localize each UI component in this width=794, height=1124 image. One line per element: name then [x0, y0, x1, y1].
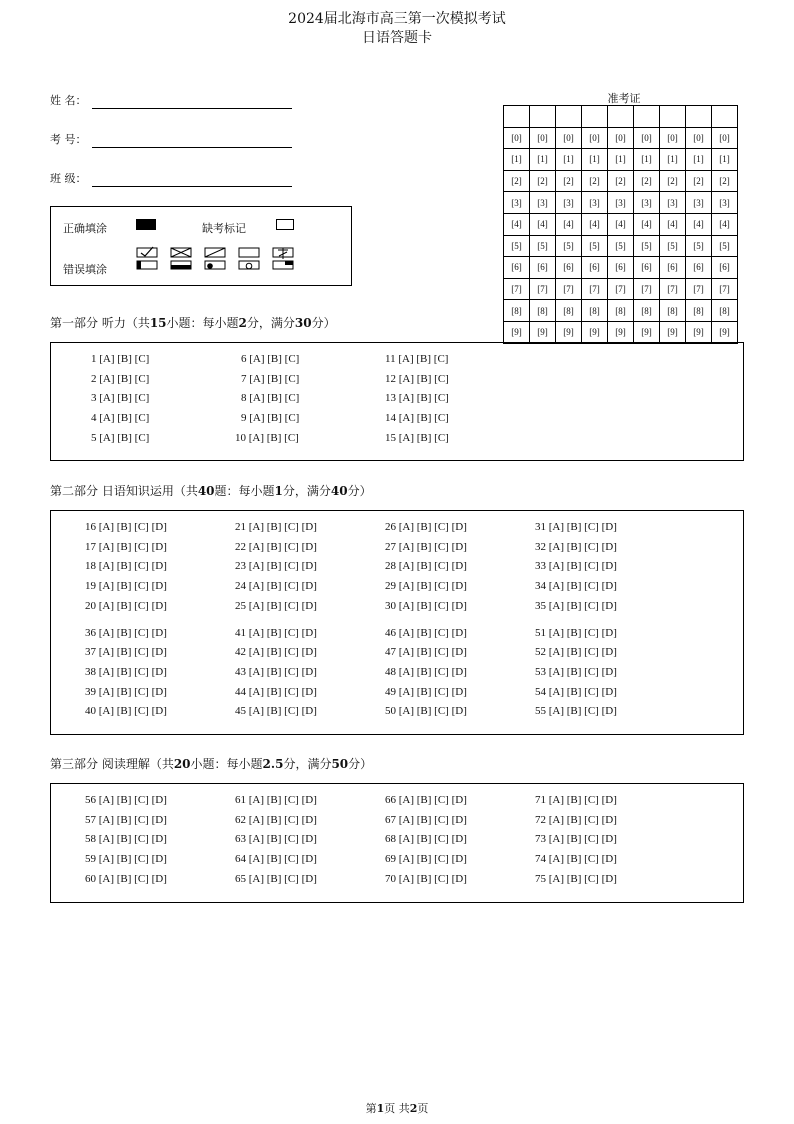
answer-row-56[interactable]: 56 [A] [B] [C] [D] — [85, 794, 167, 806]
admission-digit-bubble[interactable]: [1] — [608, 149, 634, 171]
answer-row-55[interactable]: 55 [A] [B] [C] [D] — [535, 705, 617, 718]
admission-digit-bubble[interactable]: [9] — [504, 321, 530, 343]
answer-row-13[interactable]: 13 [A] [B] [C] — [385, 392, 449, 405]
admission-write-cell[interactable] — [686, 106, 712, 128]
admission-digit-bubble[interactable]: [4] — [504, 213, 530, 235]
admission-digit-bubble[interactable]: [2] — [582, 170, 608, 192]
admission-digit-bubble[interactable]: [2] — [712, 170, 738, 192]
admission-digit-bubble[interactable]: [9] — [582, 321, 608, 343]
wrong-fill-label: 错误填涂 — [63, 263, 107, 276]
admission-digit-bubble[interactable]: [8] — [556, 300, 582, 322]
admission-digit-row — [504, 170, 738, 192]
admission-digit-bubble[interactable]: [6] — [660, 257, 686, 279]
answer-row-22[interactable]: 22 [A] [B] [C] [D] — [235, 540, 317, 553]
admission-digit-bubble[interactable]: [4] — [608, 213, 634, 235]
answer-row-73[interactable]: 73 [A] [B] [C] [D] — [535, 833, 617, 846]
admission-digit-bubble[interactable]: [1] — [686, 149, 712, 171]
section-3-title: 第三部分 阅读理解（共20小题：每小题2.5分，满分50分） — [50, 757, 373, 771]
admission-digit-bubble[interactable]: [1] — [504, 149, 530, 171]
admission-digit-bubble[interactable]: [3] — [712, 192, 738, 214]
answer-row-61[interactable]: 61 [A] [B] [C] [D] — [235, 794, 317, 806]
admission-digit-bubble[interactable]: [6] — [686, 257, 712, 279]
admission-digit-bubble[interactable]: [2] — [556, 170, 582, 192]
answer-row-2[interactable]: 2 [A] [B] [C] — [91, 372, 150, 385]
admission-digit-bubble[interactable]: [6] — [530, 257, 556, 279]
answer-row-32[interactable]: 32 [A] [B] [C] [D] — [535, 540, 617, 553]
answer-row-29[interactable]: 29 [A] [B] [C] [D] — [385, 580, 467, 593]
answer-row-18[interactable]: 18 [A] [B] [C] [D] — [85, 560, 167, 573]
name-label: 姓 名： — [50, 94, 87, 107]
admission-digit-bubble[interactable]: [3] — [530, 192, 556, 214]
admission-digit-bubble[interactable]: [6] — [556, 257, 582, 279]
answer-row-44[interactable]: 44 [A] [B] [C] [D] — [235, 685, 317, 698]
answer-row-51[interactable]: 51 [A] [B] [C] [D] — [535, 626, 617, 639]
admission-digit-bubble[interactable]: [4] — [530, 213, 556, 235]
admission-digit-bubble[interactable]: [5] — [556, 235, 582, 257]
admission-digit-bubble[interactable]: [2] — [634, 170, 660, 192]
admission-digit-bubble[interactable]: [1] — [556, 149, 582, 171]
missing-mark-box[interactable] — [276, 219, 294, 230]
answer-row-68[interactable]: 68 [A] [B] [C] [D] — [385, 833, 467, 846]
admission-digit-bubble[interactable]: [8] — [634, 300, 660, 322]
answer-row-33[interactable]: 33 [A] [B] [C] [D] — [535, 560, 617, 573]
section-2-answer-box — [50, 510, 744, 735]
admission-digit-bubble[interactable]: [8] — [712, 300, 738, 322]
answer-row-11[interactable]: 11 [A] [B] [C] — [385, 353, 449, 365]
admission-digit-bubble[interactable]: [4] — [660, 213, 686, 235]
admission-digit-bubble[interactable]: [3] — [686, 192, 712, 214]
answer-row-9[interactable]: 9 [A] [B] [C] — [241, 412, 300, 425]
answer-row-17[interactable]: 17 [A] [B] [C] [D] — [85, 540, 167, 553]
admission-digit-row — [504, 192, 738, 214]
section-1-title: 第一部分 听力（共15小题：每小题2分，满分30分） — [50, 316, 336, 330]
admission-digit-row — [504, 213, 738, 235]
answer-row-26[interactable]: 26 [A] [B] [C] [D] — [385, 521, 467, 533]
admission-digit-bubble[interactable]: [7] — [686, 278, 712, 300]
admission-digit-bubble[interactable]: [1] — [634, 149, 660, 171]
answer-row-60[interactable]: 60 [A] [B] [C] [D] — [85, 872, 167, 885]
admission-digit-bubble[interactable]: [9] — [608, 321, 634, 343]
section-2-title: 第二部分 日语知识运用（共40题：每小题1分，满分40分） — [50, 484, 372, 498]
answer-row-50[interactable]: 50 [A] [B] [C] [D] — [385, 705, 467, 718]
admission-digit-row — [504, 300, 738, 322]
answer-row-30[interactable]: 30 [A] [B] [C] [D] — [385, 599, 467, 612]
admission-write-cell[interactable] — [556, 106, 582, 128]
admission-digit-bubble[interactable]: [3] — [660, 192, 686, 214]
admission-write-cell[interactable] — [504, 106, 530, 128]
admission-write-cell[interactable] — [660, 106, 686, 128]
answer-row-39[interactable]: 39 [A] [B] [C] [D] — [85, 685, 167, 698]
answer-row-35[interactable]: 35 [A] [B] [C] [D] — [535, 599, 617, 612]
answer-row-19[interactable]: 19 [A] [B] [C] [D] — [85, 580, 167, 593]
admission-write-cell[interactable] — [608, 106, 634, 128]
answer-row-69[interactable]: 69 [A] [B] [C] [D] — [385, 853, 467, 866]
answer-row-45[interactable]: 45 [A] [B] [C] [D] — [235, 705, 317, 718]
answer-row-52[interactable]: 52 [A] [B] [C] [D] — [535, 646, 617, 659]
admission-digit-bubble[interactable]: [7] — [504, 278, 530, 300]
admission-digit-bubble[interactable]: [6] — [582, 257, 608, 279]
admission-digit-bubble[interactable]: [4] — [686, 213, 712, 235]
admission-digit-bubble[interactable]: [3] — [556, 192, 582, 214]
answer-row-64[interactable]: 64 [A] [B] [C] [D] — [235, 853, 317, 866]
admission-digit-bubble[interactable]: [8] — [582, 300, 608, 322]
answer-row-57[interactable]: 57 [A] [B] [C] [D] — [85, 813, 167, 826]
admission-write-cell[interactable] — [712, 106, 738, 128]
admission-digit-bubble[interactable]: [6] — [608, 257, 634, 279]
name-field[interactable] — [92, 108, 292, 109]
wrong-fill-star-icon — [272, 246, 294, 270]
admission-write-cell[interactable] — [634, 106, 660, 128]
admission-digit-bubble[interactable]: [5] — [530, 235, 556, 257]
admission-digit-bubble[interactable]: [4] — [712, 213, 738, 235]
admission-digit-bubble[interactable]: [4] — [556, 213, 582, 235]
wrong-fill-slash-icon — [204, 246, 226, 270]
section-3-answer-box — [50, 783, 744, 903]
answer-row-20[interactable]: 20 [A] [B] [C] [D] — [85, 599, 167, 612]
answer-row-40[interactable]: 40 [A] [B] [C] [D] — [85, 705, 167, 718]
wrong-fill-cross-icon — [170, 246, 192, 270]
answer-row-4[interactable]: 4 [A] [B] [C] — [91, 412, 150, 425]
admission-digit-bubble[interactable]: [1] — [582, 149, 608, 171]
admission-write-row — [504, 106, 738, 128]
answer-row-5[interactable]: 5 [A] [B] [C] — [91, 431, 150, 444]
answer-row-38[interactable]: 38 [A] [B] [C] [D] — [85, 665, 167, 678]
class-label: 班 级： — [50, 172, 87, 185]
exam-no-field[interactable] — [92, 147, 292, 148]
answer-row-24[interactable]: 24 [A] [B] [C] [D] — [235, 580, 317, 593]
answer-row-34[interactable]: 34 [A] [B] [C] [D] — [535, 580, 617, 593]
answer-row-53[interactable]: 53 [A] [B] [C] [D] — [535, 665, 617, 678]
admission-digit-row — [504, 257, 738, 279]
admission-digit-bubble[interactable]: [5] — [582, 235, 608, 257]
answer-row-66[interactable]: 66 [A] [B] [C] [D] — [385, 794, 467, 806]
answer-row-46[interactable]: 46 [A] [B] [C] [D] — [385, 626, 467, 639]
answer-row-75[interactable]: 75 [A] [B] [C] [D] — [535, 872, 617, 885]
section-1-answer-box — [50, 342, 744, 461]
answer-row-27[interactable]: 27 [A] [B] [C] [D] — [385, 540, 467, 553]
admission-digit-bubble[interactable]: [0] — [686, 127, 712, 149]
admission-digit-bubble[interactable]: [7] — [530, 278, 556, 300]
admission-digit-row — [504, 321, 738, 343]
admission-digit-row — [504, 278, 738, 300]
correct-fill-label: 正确填涂 — [63, 222, 107, 235]
admission-digit-bubble[interactable]: [8] — [530, 300, 556, 322]
admission-number-grid — [503, 105, 738, 344]
answer-row-47[interactable]: 47 [A] [B] [C] [D] — [385, 646, 467, 659]
admission-digit-bubble[interactable]: [0] — [530, 127, 556, 149]
admission-digit-bubble[interactable]: [4] — [634, 213, 660, 235]
answer-row-71[interactable]: 71 [A] [B] [C] [D] — [535, 794, 617, 806]
answer-row-25[interactable]: 25 [A] [B] [C] [D] — [235, 599, 317, 612]
admission-digit-bubble[interactable]: [2] — [660, 170, 686, 192]
wrong-fill-check-icon — [136, 246, 158, 270]
admission-digit-row — [504, 127, 738, 149]
class-field[interactable] — [92, 186, 292, 187]
answer-row-70[interactable]: 70 [A] [B] [C] [D] — [385, 872, 467, 885]
admission-digit-bubble[interactable]: [0] — [634, 127, 660, 149]
answer-row-7[interactable]: 7 [A] [B] [C] — [241, 372, 300, 385]
answer-row-1[interactable]: 1 [A] [B] [C] — [91, 353, 150, 365]
missing-mark-label: 缺考标记 — [202, 222, 246, 235]
admission-digit-bubble[interactable]: [9] — [686, 321, 712, 343]
admission-digit-bubble[interactable]: [9] — [634, 321, 660, 343]
answer-row-31[interactable]: 31 [A] [B] [C] [D] — [535, 521, 617, 533]
admission-digit-bubble[interactable]: [9] — [660, 321, 686, 343]
answer-row-58[interactable]: 58 [A] [B] [C] [D] — [85, 833, 167, 846]
admission-digit-bubble[interactable]: [1] — [660, 149, 686, 171]
admission-digit-bubble[interactable]: [1] — [712, 149, 738, 171]
admission-digit-bubble[interactable]: [5] — [504, 235, 530, 257]
admission-digit-bubble[interactable]: [5] — [686, 235, 712, 257]
admission-digit-bubble[interactable]: [6] — [504, 257, 530, 279]
admission-digit-bubble[interactable]: [2] — [504, 170, 530, 192]
admission-digit-bubble[interactable]: [7] — [712, 278, 738, 300]
admission-digit-bubble[interactable]: [3] — [582, 192, 608, 214]
answer-row-8[interactable]: 8 [A] [B] [C] — [241, 392, 300, 405]
admission-digit-bubble[interactable]: [7] — [582, 278, 608, 300]
answer-row-62[interactable]: 62 [A] [B] [C] [D] — [235, 813, 317, 826]
admission-digit-row — [504, 235, 738, 257]
admission-digit-row — [504, 149, 738, 171]
admission-digit-bubble[interactable]: [0] — [556, 127, 582, 149]
admission-digit-bubble[interactable]: [5] — [608, 235, 634, 257]
answer-row-14[interactable]: 14 [A] [B] [C] — [385, 412, 449, 425]
answer-row-43[interactable]: 43 [A] [B] [C] [D] — [235, 665, 317, 678]
admission-digit-bubble[interactable]: [7] — [556, 278, 582, 300]
admission-digit-bubble[interactable]: [8] — [608, 300, 634, 322]
answer-row-54[interactable]: 54 [A] [B] [C] [D] — [535, 685, 617, 698]
admission-digit-bubble[interactable]: [8] — [504, 300, 530, 322]
admission-digit-bubble[interactable]: [7] — [608, 278, 634, 300]
answer-row-67[interactable]: 67 [A] [B] [C] [D] — [385, 813, 467, 826]
answer-row-28[interactable]: 28 [A] [B] [C] [D] — [385, 560, 467, 573]
answer-row-48[interactable]: 48 [A] [B] [C] [D] — [385, 665, 467, 678]
admission-digit-bubble[interactable]: [7] — [660, 278, 686, 300]
admission-digit-bubble[interactable]: [3] — [504, 192, 530, 214]
answer-row-42[interactable]: 42 [A] [B] [C] [D] — [235, 646, 317, 659]
admission-digit-bubble[interactable]: [0] — [712, 127, 738, 149]
answer-row-3[interactable]: 3 [A] [B] [C] — [91, 392, 150, 405]
admission-caption: 准考证 — [607, 92, 641, 105]
answer-row-49[interactable]: 49 [A] [B] [C] [D] — [385, 685, 467, 698]
answer-row-41[interactable]: 41 [A] [B] [C] [D] — [235, 626, 317, 639]
admission-digit-bubble[interactable]: [8] — [660, 300, 686, 322]
admission-digit-bubble[interactable]: [0] — [660, 127, 686, 149]
admission-digit-bubble[interactable]: [0] — [582, 127, 608, 149]
answer-row-6[interactable]: 6 [A] [B] [C] — [241, 353, 300, 365]
answer-row-12[interactable]: 12 [A] [B] [C] — [385, 372, 449, 385]
admission-digit-bubble[interactable]: [8] — [686, 300, 712, 322]
admission-digit-bubble[interactable]: [6] — [712, 257, 738, 279]
answer-row-74[interactable]: 74 [A] [B] [C] [D] — [535, 853, 617, 866]
answer-row-65[interactable]: 65 [A] [B] [C] [D] — [235, 872, 317, 885]
answer-row-59[interactable]: 59 [A] [B] [C] [D] — [85, 853, 167, 866]
answer-row-16[interactable]: 16 [A] [B] [C] [D] — [85, 521, 167, 533]
admission-digit-bubble[interactable]: [5] — [712, 235, 738, 257]
admission-write-cell[interactable] — [530, 106, 556, 128]
answer-row-36[interactable]: 36 [A] [B] [C] [D] — [85, 626, 167, 639]
answer-row-15[interactable]: 15 [A] [B] [C] — [385, 431, 449, 444]
admission-digit-bubble[interactable]: [2] — [686, 170, 712, 192]
admission-digit-bubble[interactable]: [9] — [530, 321, 556, 343]
admission-digit-bubble[interactable]: [6] — [634, 257, 660, 279]
admission-digit-bubble[interactable]: [0] — [504, 127, 530, 149]
admission-digit-bubble[interactable]: [1] — [530, 149, 556, 171]
answer-row-10[interactable]: 10 [A] [B] [C] — [235, 431, 299, 444]
admission-digit-bubble[interactable]: [9] — [712, 321, 738, 343]
admission-digit-bubble[interactable]: [0] — [608, 127, 634, 149]
admission-digit-bubble[interactable]: [9] — [556, 321, 582, 343]
correct-fill-sample — [136, 219, 156, 230]
answer-row-37[interactable]: 37 [A] [B] [C] [D] — [85, 646, 167, 659]
wrong-fill-circle-icon — [238, 246, 260, 270]
answer-row-23[interactable]: 23 [A] [B] [C] [D] — [235, 560, 317, 573]
exam-no-label: 考 号： — [50, 133, 87, 146]
admission-digit-bubble[interactable]: [4] — [582, 213, 608, 235]
admission-digit-bubble[interactable]: [2] — [530, 170, 556, 192]
admission-digit-bubble[interactable]: [3] — [634, 192, 660, 214]
admission-digit-bubble[interactable]: [5] — [634, 235, 660, 257]
answer-row-72[interactable]: 72 [A] [B] [C] [D] — [535, 813, 617, 826]
page-footer: 第1页 共2页 — [365, 1102, 429, 1115]
answer-row-21[interactable]: 21 [A] [B] [C] [D] — [235, 521, 317, 533]
page-subtitle: 日语答题卡 — [362, 30, 432, 46]
admission-digit-bubble[interactable]: [7] — [634, 278, 660, 300]
admission-digit-bubble[interactable]: [3] — [608, 192, 634, 214]
answer-row-63[interactable]: 63 [A] [B] [C] [D] — [235, 833, 317, 846]
page-title: 2024届北海市高三第一次模拟考试 — [288, 11, 506, 27]
admission-write-cell[interactable] — [582, 106, 608, 128]
admission-digit-bubble[interactable]: [2] — [608, 170, 634, 192]
admission-digit-bubble[interactable]: [5] — [660, 235, 686, 257]
